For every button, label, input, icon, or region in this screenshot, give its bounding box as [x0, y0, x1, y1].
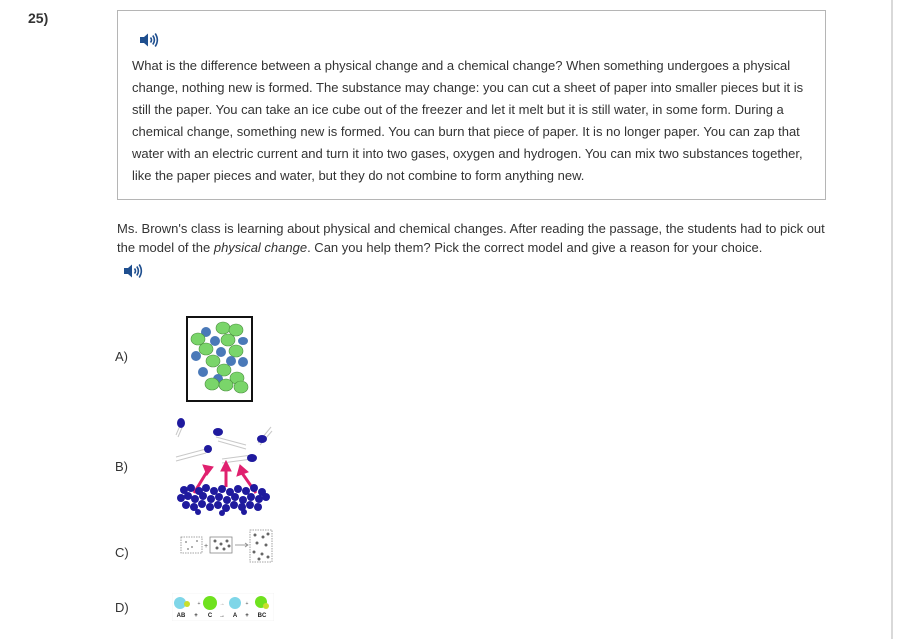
eq-plus-1: +	[194, 613, 198, 619]
question-prompt	[117, 219, 829, 257]
svg-text:+: +	[197, 601, 201, 607]
choice-a-label[interactable]: A)	[115, 349, 128, 364]
eq-bc: BC	[257, 613, 267, 619]
choice-d-image[interactable]	[172, 593, 274, 626]
chemical-equation-model-icon	[172, 593, 274, 621]
eq-plus-2: +	[245, 613, 249, 619]
svg-text:→: →	[219, 601, 225, 607]
choice-d-label[interactable]: D)	[115, 600, 129, 615]
choice-c-label[interactable]: C)	[115, 545, 129, 560]
right-divider	[891, 0, 893, 639]
prompt-text-start: Ms. Brown's class is learning about physical and chemical changes. After reading the passage, the students had to pick out the model of the	[117, 221, 825, 255]
eq-ab: AB	[176, 613, 186, 619]
prompt-emphasis: physical change	[213, 240, 308, 255]
passage-box	[117, 10, 826, 200]
eq-arrow: →	[219, 613, 225, 619]
evaporation-model-icon	[172, 415, 274, 516]
passage-speaker-icon[interactable]	[139, 32, 159, 48]
prompt-speaker-icon[interactable]	[123, 263, 143, 279]
choice-a-image[interactable]	[186, 316, 253, 407]
prompt-text-end: . Can you help them? Pick the correct model and give a reason for your choice.	[307, 240, 763, 255]
question-number: 25)	[28, 10, 49, 26]
eq-c: C	[207, 613, 213, 619]
choice-b-image[interactable]	[172, 415, 274, 521]
particle-reaction-model-icon	[180, 529, 274, 563]
passage-text: What is the difference between a physical change and a chemical change? When something undergoes a physical change, nothing new is formed. The substance may change: you can cut a sheet of paper into smaller pieces but it is still the paper. You can take an ice cube out of the freezer and let it melt but it is still water, in some form. During a chemical change, something new is formed. You can burn that piece of paper. It is no longer paper. You can zap that water with an electric current and turn it into two gases, oxygen and hydrogen. You can mix two substances together, like the paper pieces and water, but they do not combine to form anything new.	[132, 58, 804, 183]
choice-b-label[interactable]: B)	[115, 459, 128, 474]
mixture-model-icon	[186, 316, 253, 402]
svg-text:+: +	[245, 601, 249, 607]
eq-a: A	[232, 613, 238, 619]
choice-c-image[interactable]	[180, 529, 274, 568]
svg-text:+: +	[204, 543, 209, 550]
